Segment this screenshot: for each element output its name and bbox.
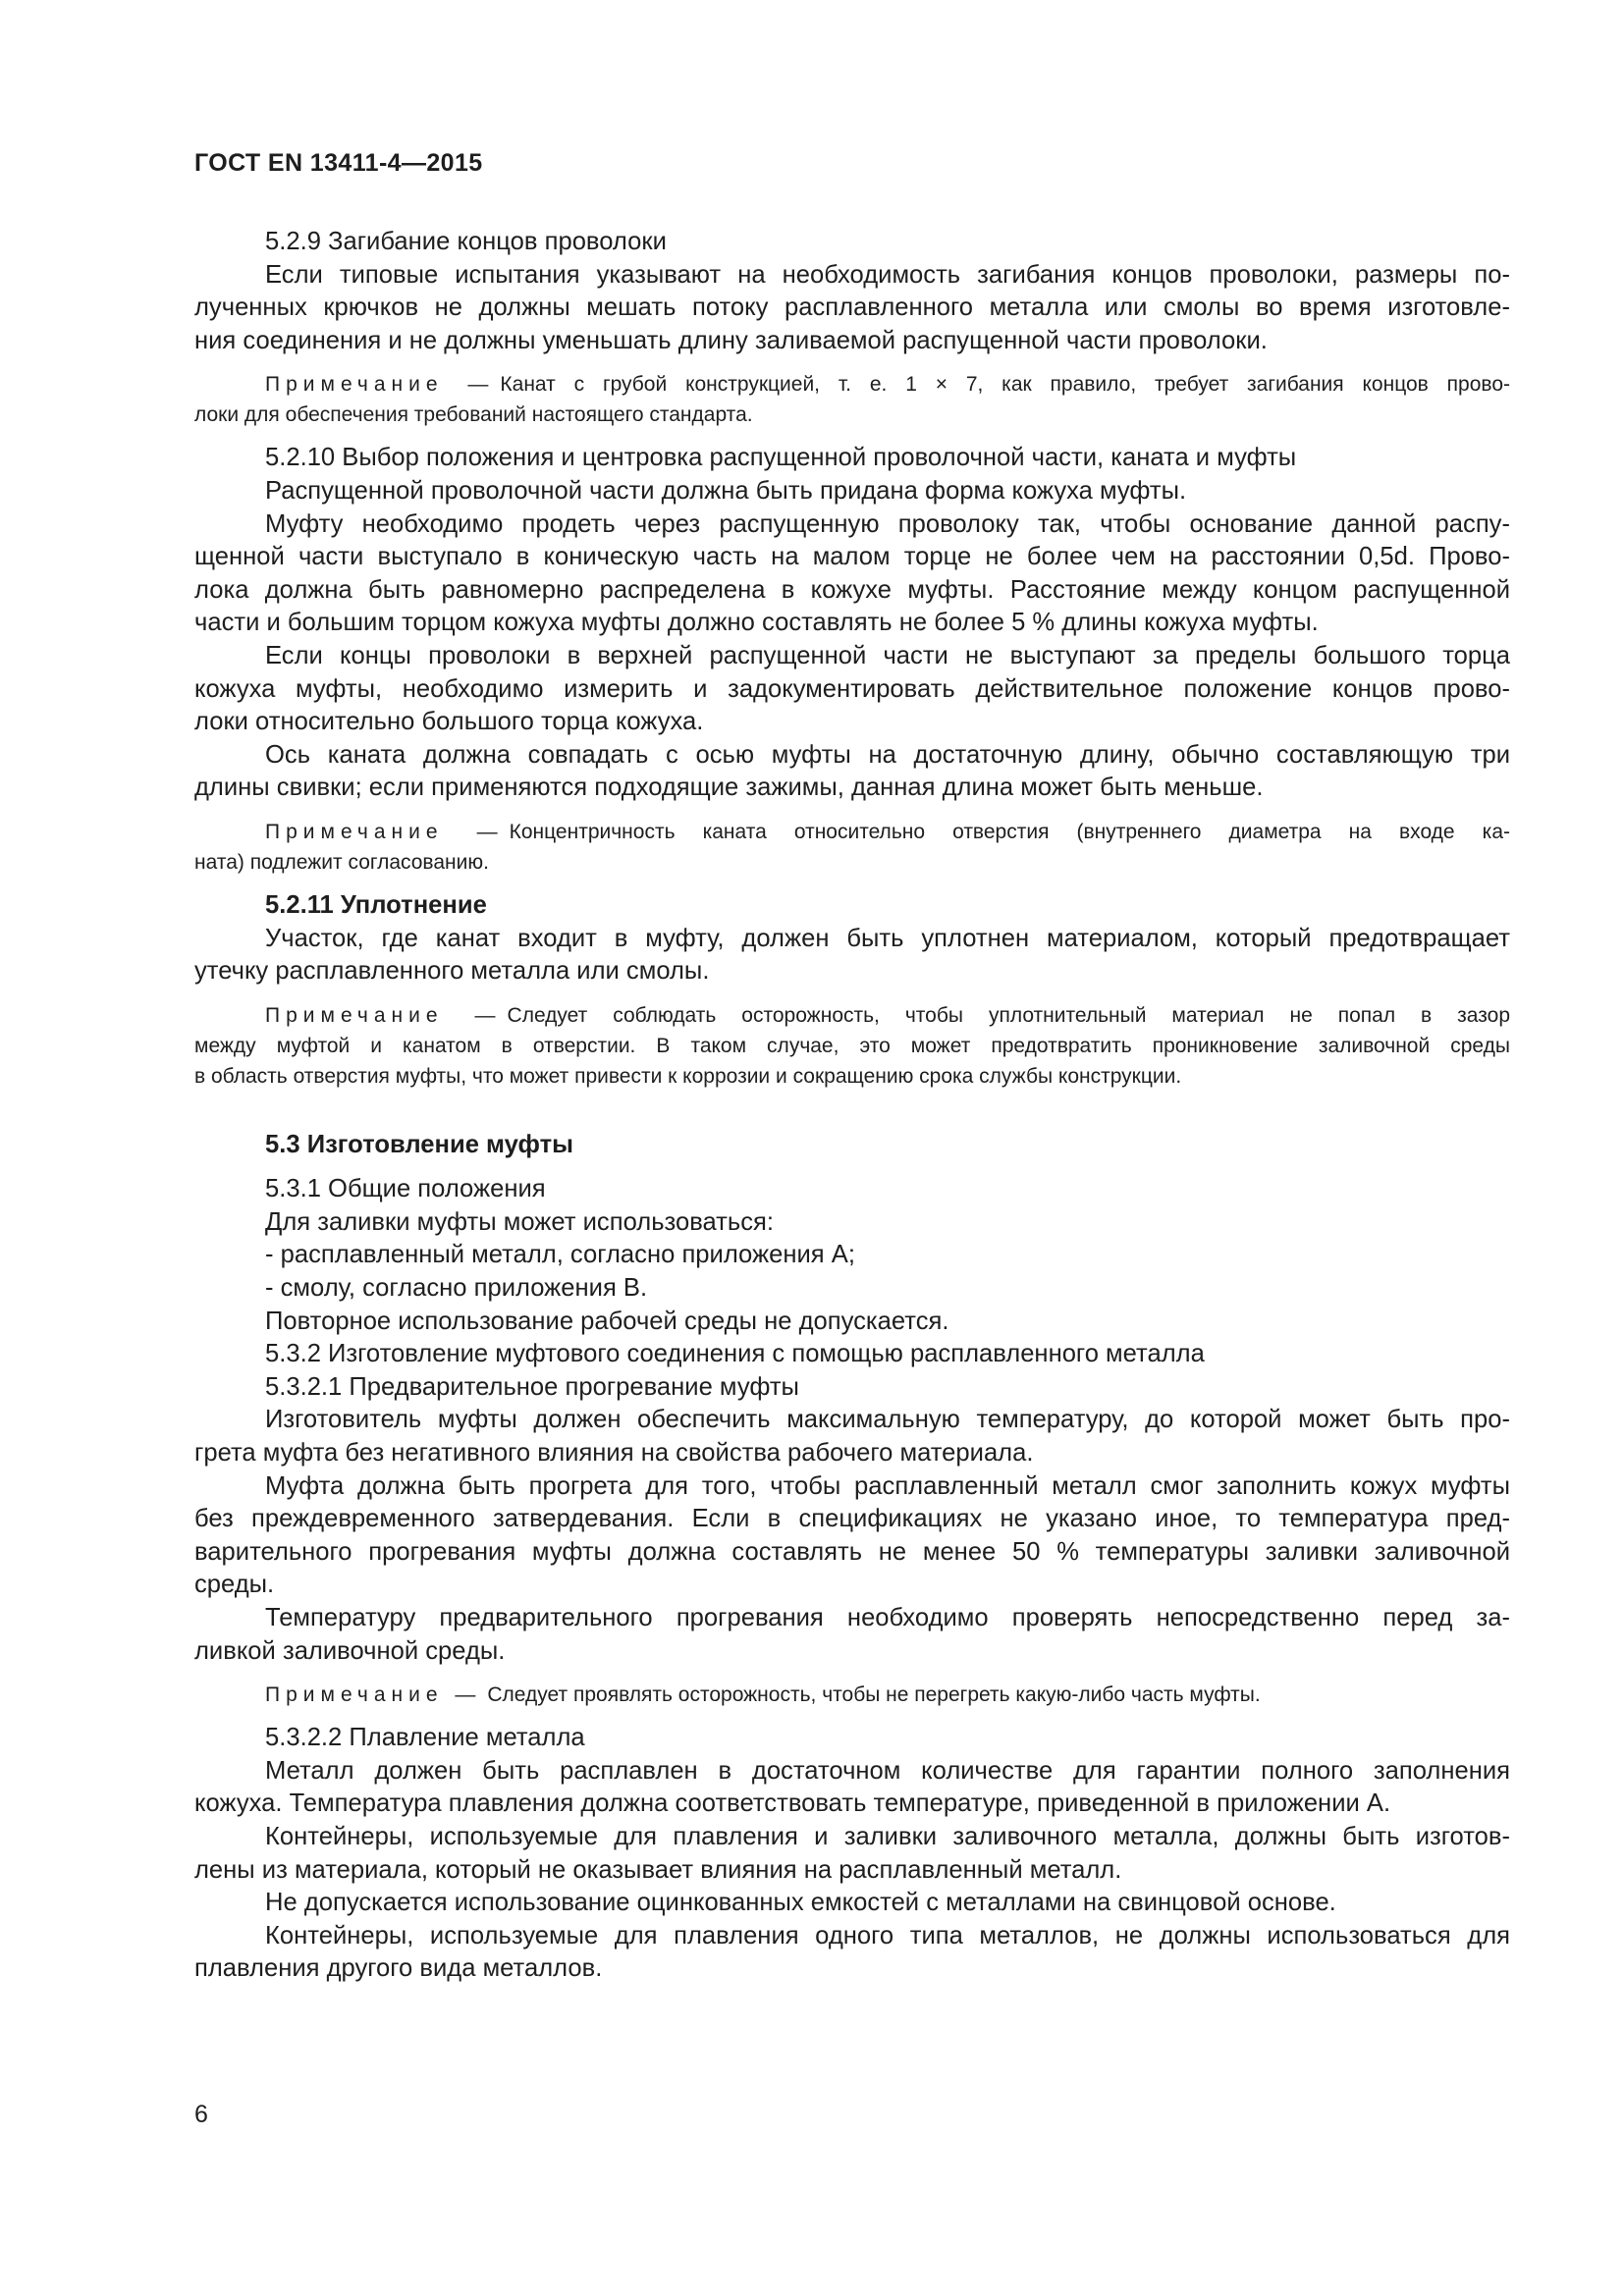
paragraph-line: Изготовитель муфты должен обеспечить максимальную температуру, до которой может быть про- [265, 1406, 1510, 1434]
paragraph-line: Если концы проволоки в верхней распущенной части не выступают за пределы большого торца [265, 641, 1510, 669]
section-heading-5-3-1: 5.3.1 Общие положения [265, 1175, 546, 1203]
paragraph-line: Распущенной проволочной части должна быть придана форма кожуха муфты. [265, 476, 1187, 505]
list-item: - расплавленный металл, согласно приложения А; [265, 1241, 855, 1269]
paragraph-line: Контейнеры, используемые для плавления одного типа металлов, не должны использоваться для [265, 1921, 1510, 1949]
note-line: между муфтой и канатом в отверстии. В таком случае, это может предотвратить проникновение заливочной среды [194, 1034, 1510, 1057]
paragraph-line: Повторное использование рабочей среды не допускается. [265, 1307, 949, 1335]
paragraph-line: среды. [194, 1571, 275, 1599]
paragraph-line: варительного прогревания муфты должна составлять не менее 50 % температуры заливки заливочной [194, 1537, 1510, 1566]
paragraph-line: ливкой заливочной среды. [194, 1636, 506, 1665]
note-line: Примечание — Следует проявлять осторожность, чтобы не перегреть какую-либо часть муфты. [265, 1683, 1261, 1707]
paragraph-line: ния соединения и не должны уменьшать длину заливаемой распущенной части проволоки. [194, 326, 1268, 354]
paragraph-line: без преждевременного затвердевания. Если в спецификациях не указано иное, то температура пред- [194, 1505, 1510, 1533]
paragraph-line: лока должна быть равномерно распределена в кожухе муфты. Расстояние между концом распущенной [194, 575, 1510, 604]
paragraph-line: кожуха муфты, необходимо измерить и задокументировать действительное положение концов прово- [194, 674, 1510, 703]
note-label: Примечание — [265, 1683, 482, 1707]
document-body [194, 226, 1510, 1986]
note-line: в область отверстия муфты, что может привести к коррозии и сокращению срока службы конструкции. [194, 1064, 1182, 1088]
page-number: 6 [194, 2101, 208, 2128]
paragraph-line: Ось каната должна совпадать с осью муфты на достаточную длину, обычно составляющую три [265, 740, 1510, 769]
section-heading-5-3: 5.3 Изготовление муфты [265, 1130, 573, 1158]
paragraph-line: лученных крючков не должны мешать потоку расплавленного металла или смолы во время изготовле- [194, 294, 1510, 322]
paragraph-line: Металл должен быть расплавлен в достаточном количестве для гарантии полного заполнения [265, 1756, 1510, 1785]
note-line: Примечание — Следует соблюдать осторожность, чтобы уплотнительный материал не попал в зазор [265, 1003, 1510, 1027]
section-heading-5-3-2-2: 5.3.2.2 Плавление металла [265, 1724, 585, 1752]
paragraph-line: длины свивки; если применяются подходящие зажимы, данная длина может быть меньше. [194, 774, 1264, 802]
paragraph-line: грета муфта без негативного влияния на свойства рабочего материала. [194, 1439, 1034, 1468]
note-line: Примечание — Канат с грубой конструкцией, т. е. 1 × 7, как правило, требует загибания концов прово- [265, 373, 1510, 397]
paragraph-line: лены из материала, который не оказывает влияния на расплавленный металл. [194, 1855, 1122, 1884]
note-line: ната) подлежит согласованию. [194, 850, 489, 874]
section-heading-5-3-2: 5.3.2 Изготовление муфтового соединения с помощью расплавленного металла [265, 1340, 1205, 1368]
paragraph-line: части и большим торцом кожуха муфты должно составлять не более 5 % длины кожуха муфты. [194, 609, 1319, 637]
paragraph-line: плавления другого вида металлов. [194, 1954, 603, 1983]
paragraph-line: Если типовые испытания указывают на необходимость загибания концов проволоки, размеры по- [265, 260, 1510, 289]
note-label: Примечание — [265, 820, 504, 843]
paragraph-line: кожуха. Температура плавления должна соответствовать температуре, приведенной в приложении А. [194, 1789, 1391, 1818]
paragraph-line: Не допускается использование оцинкованных емкостей с металлами на свинцовой основе. [265, 1889, 1336, 1917]
paragraph-line: Муфта должна быть прогрета для того, чтобы расплавленный металл смог заполнить кожух муфты [265, 1471, 1510, 1500]
section-heading-5-2-9: 5.2.9 Загибание концов проволоки [265, 228, 667, 255]
list-item: - смолу, согласно приложения В. [265, 1274, 648, 1303]
note-label: Примечание — [265, 373, 495, 397]
paragraph-line: Температуру предварительного прогревания необходимо проверять непосредственно перед за- [265, 1604, 1510, 1631]
note-line: Примечание — Концентричность каната относительно отверстия (внутреннего диаметра на входе ка- [265, 820, 1510, 843]
section-heading-5-2-11: 5.2.11 Уплотнение [265, 890, 487, 919]
paragraph-line: Контейнеры, используемые для плавления и заливки заливочного металла, должны быть изготов- [265, 1822, 1510, 1850]
paragraph-line: Для заливки муфты может использоваться: [265, 1207, 775, 1236]
document-header: ГОСТ EN 13411-4—2015 [194, 149, 483, 177]
note-label: Примечание — [265, 1003, 502, 1027]
section-heading-5-2-10: 5.2.10 Выбор положения и центровка распущенной проволочной части, каната и муфты [265, 444, 1297, 472]
paragraph-line: локи относительно большого торца кожуха. [194, 708, 704, 736]
paragraph-line: утечку расплавленного металла или смолы. [194, 957, 710, 986]
section-heading-5-3-2-1: 5.3.2.1 Предварительное прогревание муфты [265, 1372, 799, 1401]
paragraph-line: Участок, где канат входит в муфту, должен быть уплотнен материалом, который предотвращает [265, 924, 1510, 952]
paragraph-line: Муфту необходимо продеть через распущенную проволоку так, чтобы основание данной распу- [265, 509, 1510, 538]
paragraph-line: щенной части выступало в коническую часть на малом торце не более чем на расстоянии 0,5d. Прово- [194, 543, 1510, 571]
note-line: локи для обеспечения требований настоящего стандарта. [194, 403, 753, 427]
